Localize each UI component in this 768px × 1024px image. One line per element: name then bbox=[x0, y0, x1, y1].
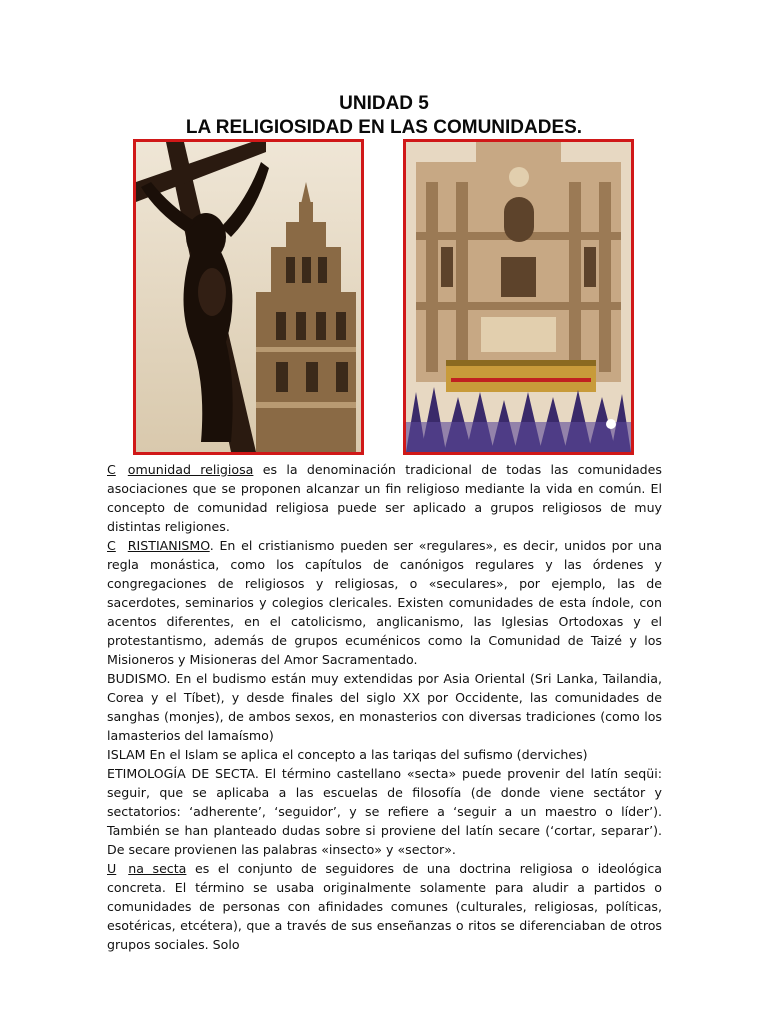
body-text bbox=[107, 460, 662, 954]
paragraph-etimologia: ETIMOLOGÍA DE SECTA. El término castellano «secta» puede provenir del latín seqüi: seguir, que se aplicaba a las escuelas de filosofía (de donde viene sectátor y sectatorios: ‘adherente’, ‘seguidor’, y se refiere a ‘seguir a un maestro o líder’). También se han planteado dudas sobre si proviene del latín secare (‘cortar, separar’). De secare provienen las palabras «insecto» y «sector». bbox=[107, 766, 662, 857]
drop-initial: C bbox=[107, 538, 116, 553]
term-cristianismo[interactable]: RISTIANISMO bbox=[127, 538, 210, 553]
paragraph-comunidad bbox=[107, 460, 662, 536]
paragraph-budismo: BUDISMO. En el budismo están muy extendidas por Asia Oriental (Sri Lanka, Tailandia, Corea y el Tíbet), y desde finales del siglo XX por Occidente, las comunidades de sanghas (monjes), de ambos sexos, en monasterios con diversas tradiciones (como los lamasterios del lamaísmo) bbox=[107, 671, 662, 743]
paragraph-text: es la denominación tradicional de todas las comunidades asociaciones que se proponen alcanzar un fin religioso mediante la vida en común. El concepto de comunidad religiosa puede ser aplicado a grupos religiosos de muy distintas religiones. bbox=[107, 462, 662, 534]
drop-initial: C bbox=[107, 462, 116, 477]
drop-initial: U bbox=[107, 861, 117, 876]
paragraph-islam: ISLAM En el Islam se aplica el concepto a las tariqas del sufismo (derviches) bbox=[107, 747, 588, 762]
unit-heading: UNIDAD 5 bbox=[339, 93, 429, 114]
paragraph-text: es el conjunto de seguidores de una doctrina religiosa o ideológica concreta. El término se usaba originalmente solamente para aludir a partidos o comunidades de personas con afinidades comunes (culturales, religiosas, políticas, esotéricas, etcétera), que a través de sus enseñanzas o ritos se diferenciaban de otros grupos sociales. Solo bbox=[107, 861, 662, 952]
cathedral-procession-photo bbox=[403, 139, 634, 455]
term-comunidad-religiosa[interactable]: omunidad religiosa bbox=[127, 462, 254, 477]
paragraph-secta bbox=[107, 859, 662, 954]
page-title: LA RELIGIOSIDAD EN LAS COMUNIDADES. bbox=[185, 117, 583, 138]
paragraph-cristianismo bbox=[107, 536, 662, 669]
term-secta[interactable]: na secta bbox=[128, 861, 187, 876]
crucifix-photo bbox=[133, 139, 364, 455]
paragraph-text: . En el cristianismo pueden ser «regulares», es decir, unidos por una regla monástica, como los capítulos de canónigos regulares y las órdenes y congregaciones de religiosos y religiosas, o «seculares», por ejemplo, las de sacerdotes, seminarios y colegios clericales. Existen comunidades de esta índole, con acentos diferentes, en el catolicismo, anglicanismo, las Iglesias Ortodoxas y el protestantismo, además de grupos ecuménicos como la Comunidad de Taizé y los Misioneros y Misioneras del Amor Sacramentado. bbox=[107, 538, 662, 667]
